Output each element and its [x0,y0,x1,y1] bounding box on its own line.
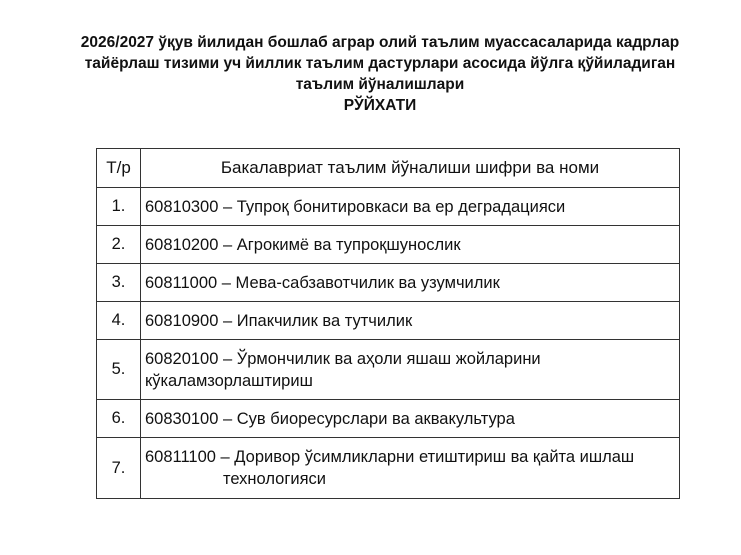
row-number: 2. [97,226,141,264]
table-row [97,340,680,400]
row-program: 60811000 – Мева-сабзавотчилик ва узумчилик [141,264,680,302]
row-program [141,438,680,499]
row-program-line-1: 60820100 – Ўрмончилик ва аҳоли яшаш жойларини [145,349,541,368]
row-program-line-1: 60811100 – Доривор ўсимликларни етиштириш ва қайта ишлаш [145,448,635,466]
table-row [97,438,680,499]
row-program [141,340,680,400]
table-row [97,188,680,226]
row-program-line-2: технологияси [223,470,326,488]
row-number: 3. [97,264,141,302]
document-title [60,32,700,116]
row-number: 6. [97,400,141,438]
title-line-1: 2026/2027 ўқув йилидан бошлаб аграр олий таълим муассасаларида кадрлар [80,34,680,51]
table-row [97,302,680,340]
row-program: 60830100 – Сув биоресурслари ва аквакультура [141,400,680,438]
row-program-line-2: кўкаламзорлаштириш [145,371,313,390]
programs-table [96,148,680,499]
row-number: 7. [97,438,141,499]
table-row [97,226,680,264]
row-program: 60810300 – Тупроқ бонитировкаси ва ер деградацияси [141,188,680,226]
header-program: Бакалавриат таълим йўналиши шифри ва номи [141,149,680,188]
title-line-2: тайёрлаш тизими уч йиллик таълим дастурлари асосида йўлга қўйиладиган [84,55,676,72]
row-number: 1. [97,188,141,226]
table-row [97,264,680,302]
row-program: 60810900 – Ипакчилик ва тутчилик [141,302,680,340]
row-number: 5. [97,340,141,400]
table-row [97,400,680,438]
title-line-3: таълим йўналишлари [295,76,465,93]
table-header-row [97,149,680,188]
row-number: 4. [97,302,141,340]
title-line-4: РЎЙХАТИ [343,97,417,114]
header-number: Т/р [97,149,141,188]
row-program: 60810200 – Агрокимё ва тупроқшунослик [141,226,680,264]
